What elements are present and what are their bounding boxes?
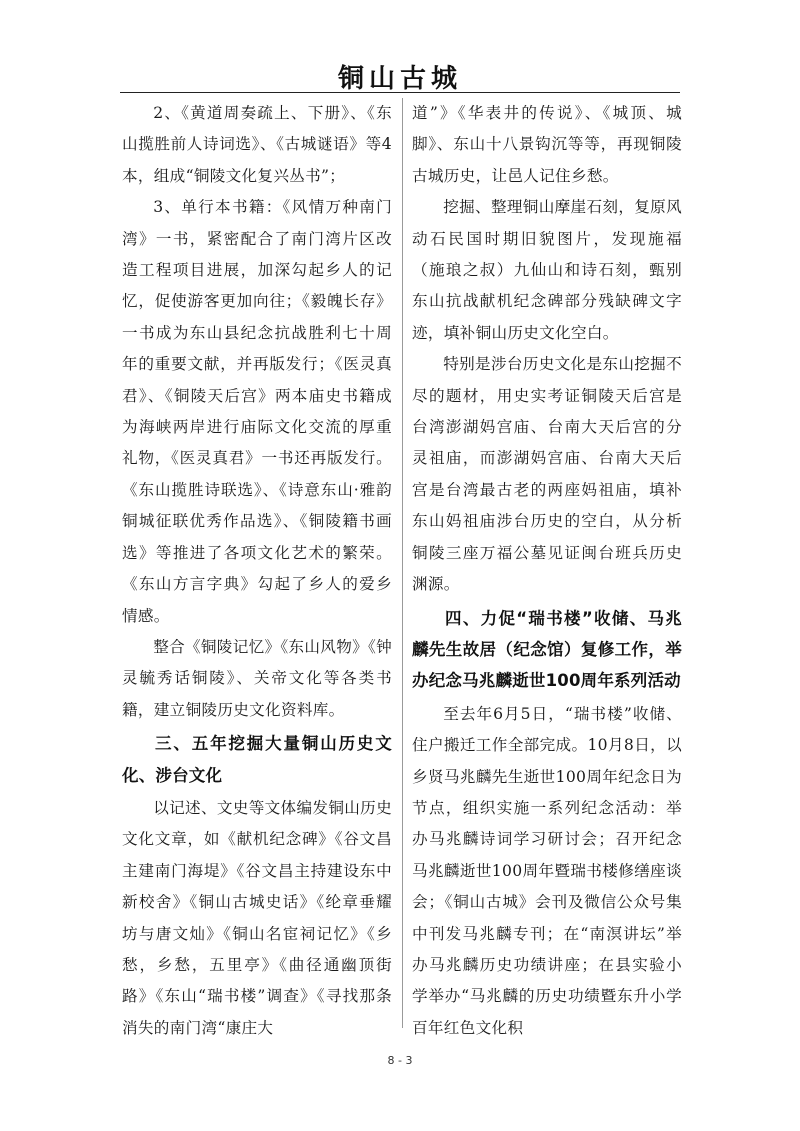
paragraph-ma-zhaolin-events: 至去年6月5日，“瑞书楼”收储、住户搬迁工作全部完成。10月8日，以乡贤马兆麟先生逝世100周年纪念日为节点，组织实施一系列纪念活动：举办马兆麟诗词学习研讨会；召开纪念马兆麟逝世100周年暨瑞书楼修缮座谈会；《铜山古城》会刊及微信公众号集中刊发马兆麟专刊；在“南溟讲坛”举办马兆麟历史功绩讲座；在县实验小学举办“马兆麟的历史功绩暨东升小学百年红色文化积 bbox=[412, 704, 682, 1037]
paragraph-single-books: 3、单行本书籍：《风情万种南门湾》一书，紧密配合了南门湾片区改造工程项目进展，加深勾起乡人的记忆，促使游客更加向往；《毅魄长存》一书成为东山县纪念抗战胜利七十周年的重要文献，并再版发行；《医灵真君》、《铜陵天后宫》两本庙史书籍成为海峡两岸进行庙际文化交流的厚重礼物，《医灵真君》一书还再版发行。《东山揽胜诗联选》、《诗意东山·雅韵铜城征联优秀作品选》、《铜陵籍书画选》等推进了各项文化艺术的繁荣。《东山方言字典》勾起了乡人的爱乡情感。 bbox=[122, 198, 392, 625]
paragraph-articles-continued: 道”》《华表井的传说》、《城顶、城脚》、东山十八景钩沉等等，再现铜陵古城历史，让邑人记住乡愁。 bbox=[412, 104, 682, 185]
page-header-title: 铜山古城 bbox=[337, 64, 462, 94]
page-number: 8 - 3 bbox=[387, 1054, 413, 1067]
paragraph-taiwan-history: 特别是涉台历史文化是东山挖掘不尽的题材，用史实考证铜陵天后宫是台湾澎湖妈宫庙、台南大天后宫的分灵祖庙，而澎湖妈宫庙、台南大天后宫是台湾最古老的两座妈祖庙，填补东山妈祖庙涉台历史的空白，从分析铜陵三座万福公墓见证闽台班兵历史渊源。 bbox=[412, 355, 682, 594]
paragraph-inscriptions: 挖掘、整理铜山摩崖石刻，复原风动石民国时期旧貌图片，发现施福（施琅之叔）九仙山和诗石刻，甄别东山抗战献机纪念碑部分残缺碑文字迹，填补铜山历史文化空白。 bbox=[412, 198, 682, 342]
right-column bbox=[412, 98, 682, 1044]
paragraph-book-series: 2、《黄道周奏疏上、下册》、《东山揽胜前人诗词选》、《古城谜语》等4本，组成“铜陵文化复兴丛书”； bbox=[122, 104, 392, 185]
section-heading-3: 三、五年挖掘大量铜山历史文化、涉台文化 bbox=[122, 734, 392, 785]
left-column bbox=[122, 98, 392, 1044]
header-divider bbox=[120, 92, 680, 93]
paragraph-archive: 整合《铜陵记忆》《东山风物》《钟灵毓秀话铜陵》、关帝文化等各类书籍，建立铜陵历史文化资料库。 bbox=[122, 637, 392, 719]
section-heading-4: 四、力促“瑞书楼”收储、马兆麟先生故居（纪念馆）复修工作，举办纪念马兆麟逝世100周年系列活动 bbox=[412, 608, 682, 691]
paragraph-articles: 以记述、文史等文体编发铜山历史文化文章，如《献机纪念碑》《谷文昌主建南门海堤》《谷文昌主持建设东中新校舍》《铜山古城史话》《纶章垂耀坊与唐文灿》《铜山名宦祠记忆》《乡愁，乡愁，五里亭》《曲径通幽顶街路》《东山“瑞书楼”调查》《寻找那条消失的南门湾“康庄大 bbox=[122, 798, 392, 1037]
column-divider bbox=[402, 98, 403, 1028]
